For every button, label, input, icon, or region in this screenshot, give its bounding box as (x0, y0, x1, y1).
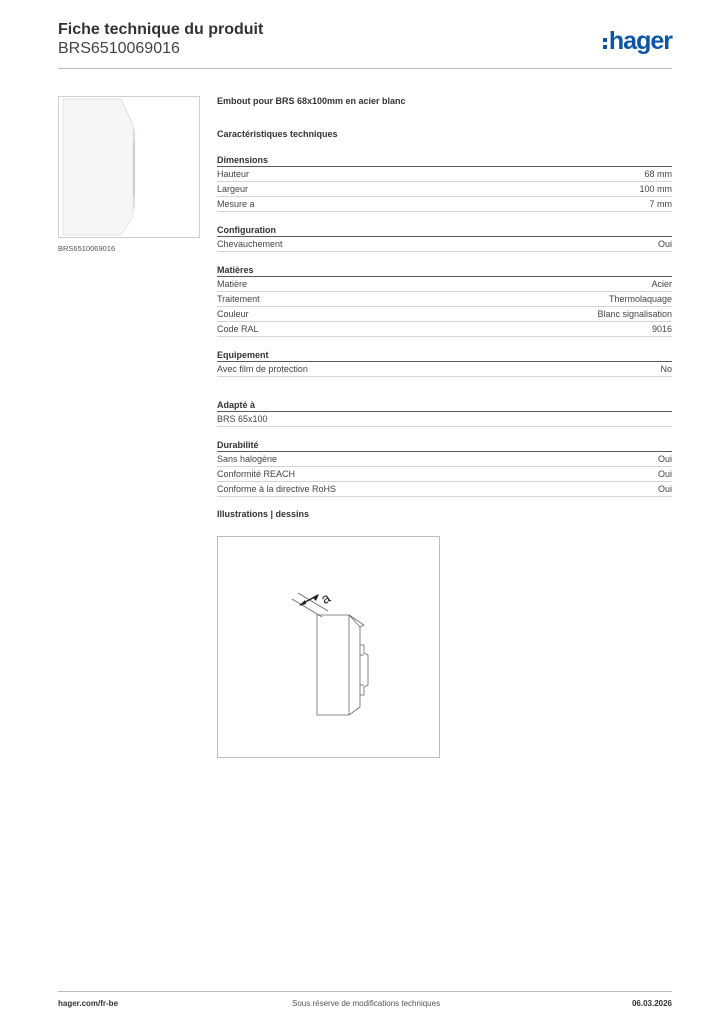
spec-row (217, 307, 672, 322)
page-title: Fiche technique du produit (58, 21, 264, 38)
spec-label: Largeur (217, 184, 249, 194)
section-compatible-with (217, 399, 672, 427)
spec-row (217, 362, 672, 377)
header-divider (58, 68, 672, 69)
spec-label: Avec film de protection (217, 364, 308, 374)
spec-value: Oui (657, 484, 672, 494)
spec-row (217, 167, 672, 182)
spec-value: Oui (657, 454, 672, 464)
product-image-caption: BRS6510069016 (58, 244, 116, 253)
spec-row (217, 237, 672, 252)
section-title: Equipement (217, 349, 672, 362)
spec-value: 100 mm (639, 184, 672, 194)
section-dimensions (217, 154, 672, 212)
spec-row (217, 412, 672, 427)
spec-row (217, 277, 672, 292)
footer-notice: Sous réserve de modifications techniques (292, 999, 441, 1008)
spec-label: Mesure a (217, 199, 255, 209)
section-title: Matières (217, 264, 672, 277)
product-reference: BRS6510069016 (58, 40, 180, 57)
spec-value: Oui (657, 469, 672, 479)
spec-label: Chevauchement (217, 239, 283, 249)
spec-label: BRS 65x100 (217, 414, 268, 424)
spec-value: 7 mm (649, 199, 672, 209)
spec-value: No (660, 364, 672, 374)
section-materials (217, 264, 672, 337)
section-configuration (217, 224, 672, 252)
hager-logo (603, 27, 672, 56)
spec-column (217, 96, 672, 523)
spec-row (217, 197, 672, 212)
section-durability (217, 439, 672, 497)
spec-label: Traitement (217, 294, 260, 304)
spec-row (217, 292, 672, 307)
logo-dots-icon (603, 38, 607, 49)
spec-row (217, 482, 672, 497)
section-title: Adapté à (217, 399, 672, 412)
section-title: Configuration (217, 224, 672, 237)
spec-label: Couleur (217, 309, 249, 319)
spec-value: Oui (657, 239, 672, 249)
footer-divider (58, 991, 672, 992)
spec-value: Acier (651, 279, 672, 289)
spec-value: 68 mm (644, 169, 672, 179)
spec-row (217, 182, 672, 197)
spec-label: Conformité REACH (217, 469, 296, 479)
end-cap-drawing-icon (218, 537, 439, 757)
product-image (58, 96, 200, 238)
dimension-a-label: a (317, 589, 333, 608)
footer-website: hager.com/fr-be (58, 999, 119, 1008)
technical-drawing (217, 536, 440, 758)
footer-date: 06.03.2026 (631, 999, 672, 1008)
spec-label: Hauteur (217, 169, 250, 179)
spec-label: Sans halogène (217, 454, 278, 464)
spec-label: Matière (217, 279, 248, 289)
logo-text: hager (608, 27, 672, 55)
spec-label: Conforme à la directive RoHS (217, 484, 337, 494)
spec-row (217, 452, 672, 467)
section-title: Durabilité (217, 439, 672, 452)
spec-value: Blanc signalisation (597, 309, 672, 319)
spec-row (217, 467, 672, 482)
product-description: Embout pour BRS 68x100mm en acier blanc (217, 96, 406, 106)
spec-label: Code RAL (217, 324, 259, 334)
spec-value: 9016 (651, 324, 672, 334)
spec-row (217, 322, 672, 337)
illustrations-heading: Illustrations | dessins (217, 509, 310, 519)
spec-value: Thermolaquage (608, 294, 672, 304)
end-cap-photo-icon (59, 97, 199, 237)
section-equipment (217, 349, 672, 377)
characteristics-heading: Caractéristiques techniques (217, 129, 338, 139)
section-title: Dimensions (217, 154, 672, 167)
